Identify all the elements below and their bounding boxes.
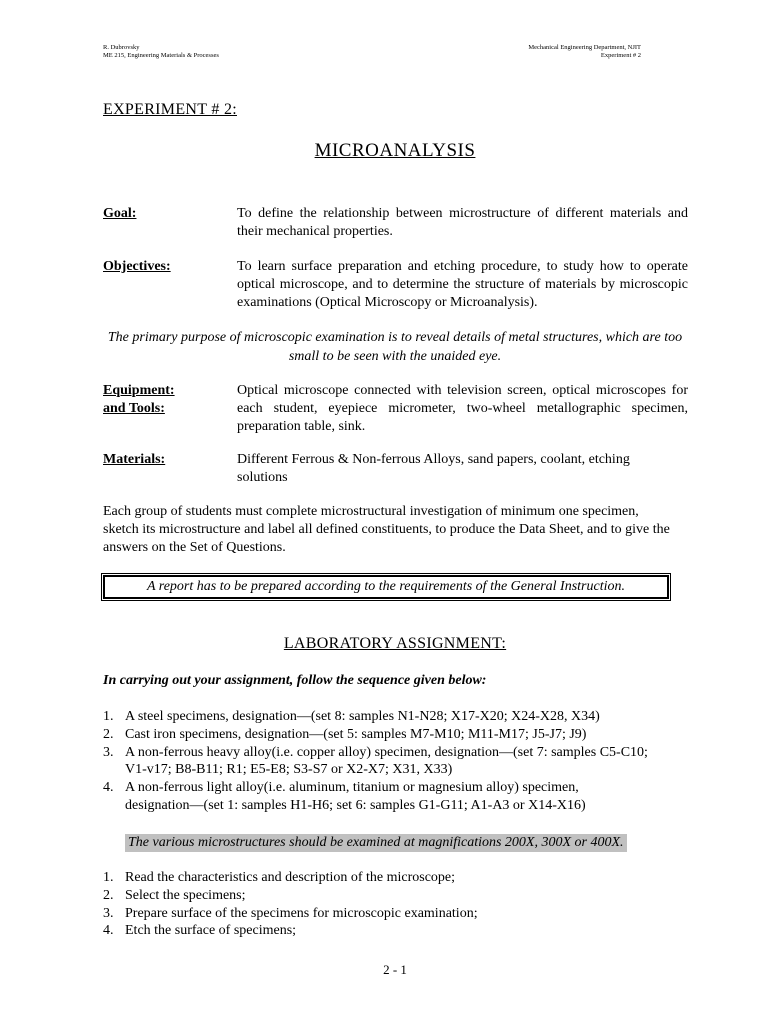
equipment-label-line1: Equipment: <box>103 383 175 398</box>
header-author: R. Dubrovsky <box>103 44 140 51</box>
main-title: MICROANALYSIS <box>314 140 476 161</box>
specimen-line: Cast iron specimens, designation—(set 5: samples M7-M10; M11-M17; J5-J7; J9) <box>125 726 587 742</box>
step-item-4 <box>103 922 478 940</box>
experiment-title: EXPERIMENT # 2: <box>103 101 237 118</box>
step-text: Select the specimens; <box>125 887 246 903</box>
list-number: 2. <box>103 887 114 903</box>
specimen-list <box>103 708 648 815</box>
purpose-statement: The primary purpose of microscopic examination is to reveal details of metal structures, which are too small to be seen with the unaided eye. <box>107 330 683 364</box>
specimen-line: designation—(set 1: samples H1-H6; set 6: samples G1-G11; A1-A3 or X14-X16) <box>125 797 586 813</box>
lab-assignment-title: LABORATORY ASSIGNMENT: <box>283 635 507 652</box>
header-left <box>103 44 219 60</box>
step-item-3 <box>103 905 478 923</box>
page-number: 2 - 1 <box>383 962 407 977</box>
specimen-line: V1-v17; B8-B11; R1; E5-E8; S3-S7 or X2-X7; X31, X33) <box>125 762 453 778</box>
specimen-line: A steel specimens, designation—(set 8: samples N1-N28; X17-X20; X24-X28, X34) <box>125 709 600 724</box>
specimen-line: A non-ferrous light alloy(i.e. aluminum, titanium or magnesium alloy) specimen, <box>125 780 579 796</box>
list-number: 3. <box>103 905 114 921</box>
goal-text: To define the relationship between microstructure of different materials and their mechanical properties. <box>237 206 688 239</box>
materials-label: Materials: <box>103 452 166 467</box>
step-item-1 <box>103 869 478 887</box>
equipment-text: Optical microscope connected with television screen, optical microscopes for each student, eyepiece micrometer, two-wheel metallographic specimen, preparation table, sink. <box>237 383 688 434</box>
steps-list <box>103 869 478 940</box>
list-number: 1. <box>103 709 114 724</box>
step-item-2 <box>103 887 478 905</box>
specimen-line: A non-ferrous heavy alloy(i.e. copper alloy) specimen, designation—(set 7: samples C5-C10; <box>125 744 648 760</box>
materials-text: Different Ferrous & Non-ferrous Alloys, sand papers, coolant, etching solutions <box>237 452 630 485</box>
equipment-label <box>103 382 175 418</box>
objectives-text: To learn surface preparation and etching procedure, to study how to operate optical microscope, and to determine the structure of materials by microscopic examinations (Optical Microscopy or Microanalysis). <box>237 259 688 310</box>
specimen-item-1 <box>103 708 648 726</box>
specimen-item-4 <box>103 779 648 815</box>
step-text: Read the characteristics and description of the microscope; <box>125 870 456 885</box>
header-experiment: Experiment # 2 <box>600 52 641 59</box>
step-text: Prepare surface of the specimens for microscopic examination; <box>125 905 478 921</box>
step-text: Etch the surface of specimens; <box>125 923 297 939</box>
specimen-item-3 <box>103 744 648 780</box>
list-number: 4. <box>103 923 114 939</box>
list-number: 2. <box>103 726 114 742</box>
list-number: 4. <box>103 780 114 796</box>
group-paragraph: Each group of students must complete microstructural investigation of minimum one specimen, sketch its microstructure and label all defined constituents, to produce the Data Sheet, and to give the answers on the Set of Questions. <box>103 504 670 555</box>
header-course: ME 215, Engineering Materials & Processes <box>103 52 219 59</box>
sequence-intro: In carrying out your assignment, follow the sequence given below: <box>103 673 487 688</box>
goal-label: Goal: <box>103 206 137 221</box>
header-department: Mechanical Engineering Department, NJIT <box>528 44 641 51</box>
list-number: 1. <box>103 870 114 885</box>
list-number: 3. <box>103 744 114 760</box>
magnification-note: The various microstructures should be examined at magnifications 200X, 300X or 400X. <box>125 834 627 852</box>
equipment-label-line2: and Tools: <box>103 401 165 416</box>
objectives-label: Objectives: <box>103 259 171 274</box>
header-right <box>528 44 641 60</box>
report-note-box: A report has to be prepared according to the requirements of the General Instruction. <box>103 575 669 599</box>
specimen-item-2 <box>103 726 648 744</box>
